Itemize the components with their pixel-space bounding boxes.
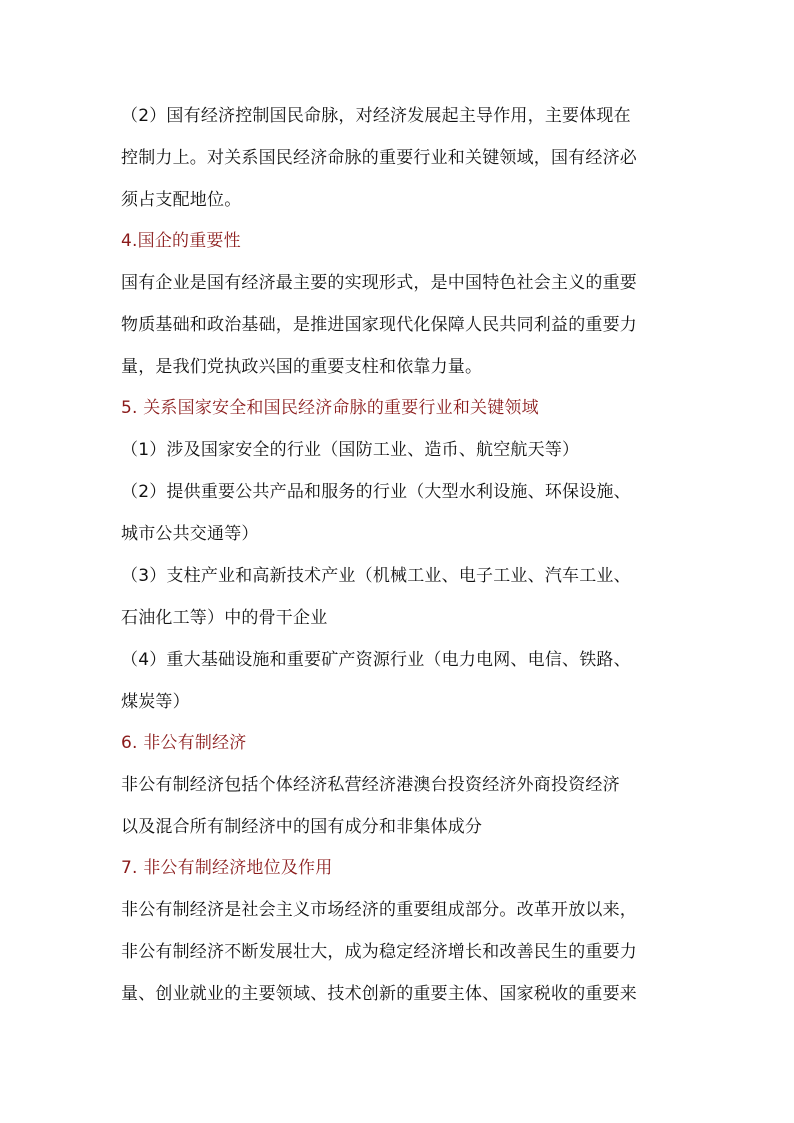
body-line: 控制力上。对关系国民经济命脉的重要行业和关键领域，国有经济必 bbox=[121, 148, 637, 168]
list-item-continuation: 城市公共交通等） bbox=[121, 524, 259, 544]
body-line: 非公有制经济包括个体经济私营经济港澳台投资经济外商投资经济 bbox=[121, 775, 620, 795]
body-line: 国有企业是国有经济最主要的实现形式，是中国特色社会主义的重要 bbox=[121, 273, 637, 293]
list-item-continuation: 石油化工等）中的骨干企业 bbox=[121, 608, 328, 628]
body-line: 非公有制经济是社会主义市场经济的重要组成部分。改革开放以来， bbox=[121, 900, 637, 920]
section-heading: 5. 关系国家安全和国民经济命脉的重要行业和关键领域 bbox=[121, 398, 539, 418]
list-item: （4）重大基础设施和重要矿产资源行业（电力电网、电信、铁路、 bbox=[121, 650, 631, 670]
list-item-continuation: 煤炭等） bbox=[121, 692, 190, 712]
section-heading: 7. 非公有制经济地位及作用 bbox=[121, 858, 333, 878]
list-item: （1）涉及国家安全的行业（国防工业、造币、航空航天等） bbox=[121, 440, 580, 460]
body-line: 须占支配地位。 bbox=[121, 190, 242, 210]
list-item: （2）提供重要公共产品和服务的行业（大型水利设施、环保设施、 bbox=[121, 482, 631, 502]
section-heading: 6. 非公有制经济 bbox=[121, 733, 247, 753]
body-line: 量、创业就业的主要领域、技术创新的重要主体、国家税收的重要来 bbox=[121, 984, 637, 1004]
body-line: （2）国有经济控制国民命脉，对经济发展起主导作用，主要体现在 bbox=[121, 106, 631, 126]
body-line: 物质基础和政治基础，是推进国家现代化保障人民共同利益的重要力 bbox=[121, 315, 637, 335]
section-heading: 4.国企的重要性 bbox=[121, 231, 241, 251]
list-item: （3）支柱产业和高新技术产业（机械工业、电子工业、汽车工业、 bbox=[121, 566, 631, 586]
body-line: 以及混合所有制经济中的国有成分和非集体成分 bbox=[121, 817, 483, 837]
body-line: 量，是我们党执政兴国的重要支柱和依靠力量。 bbox=[121, 357, 483, 377]
body-line: 非公有制经济不断发展壮大，成为稳定经济增长和改善民生的重要力 bbox=[121, 942, 637, 962]
